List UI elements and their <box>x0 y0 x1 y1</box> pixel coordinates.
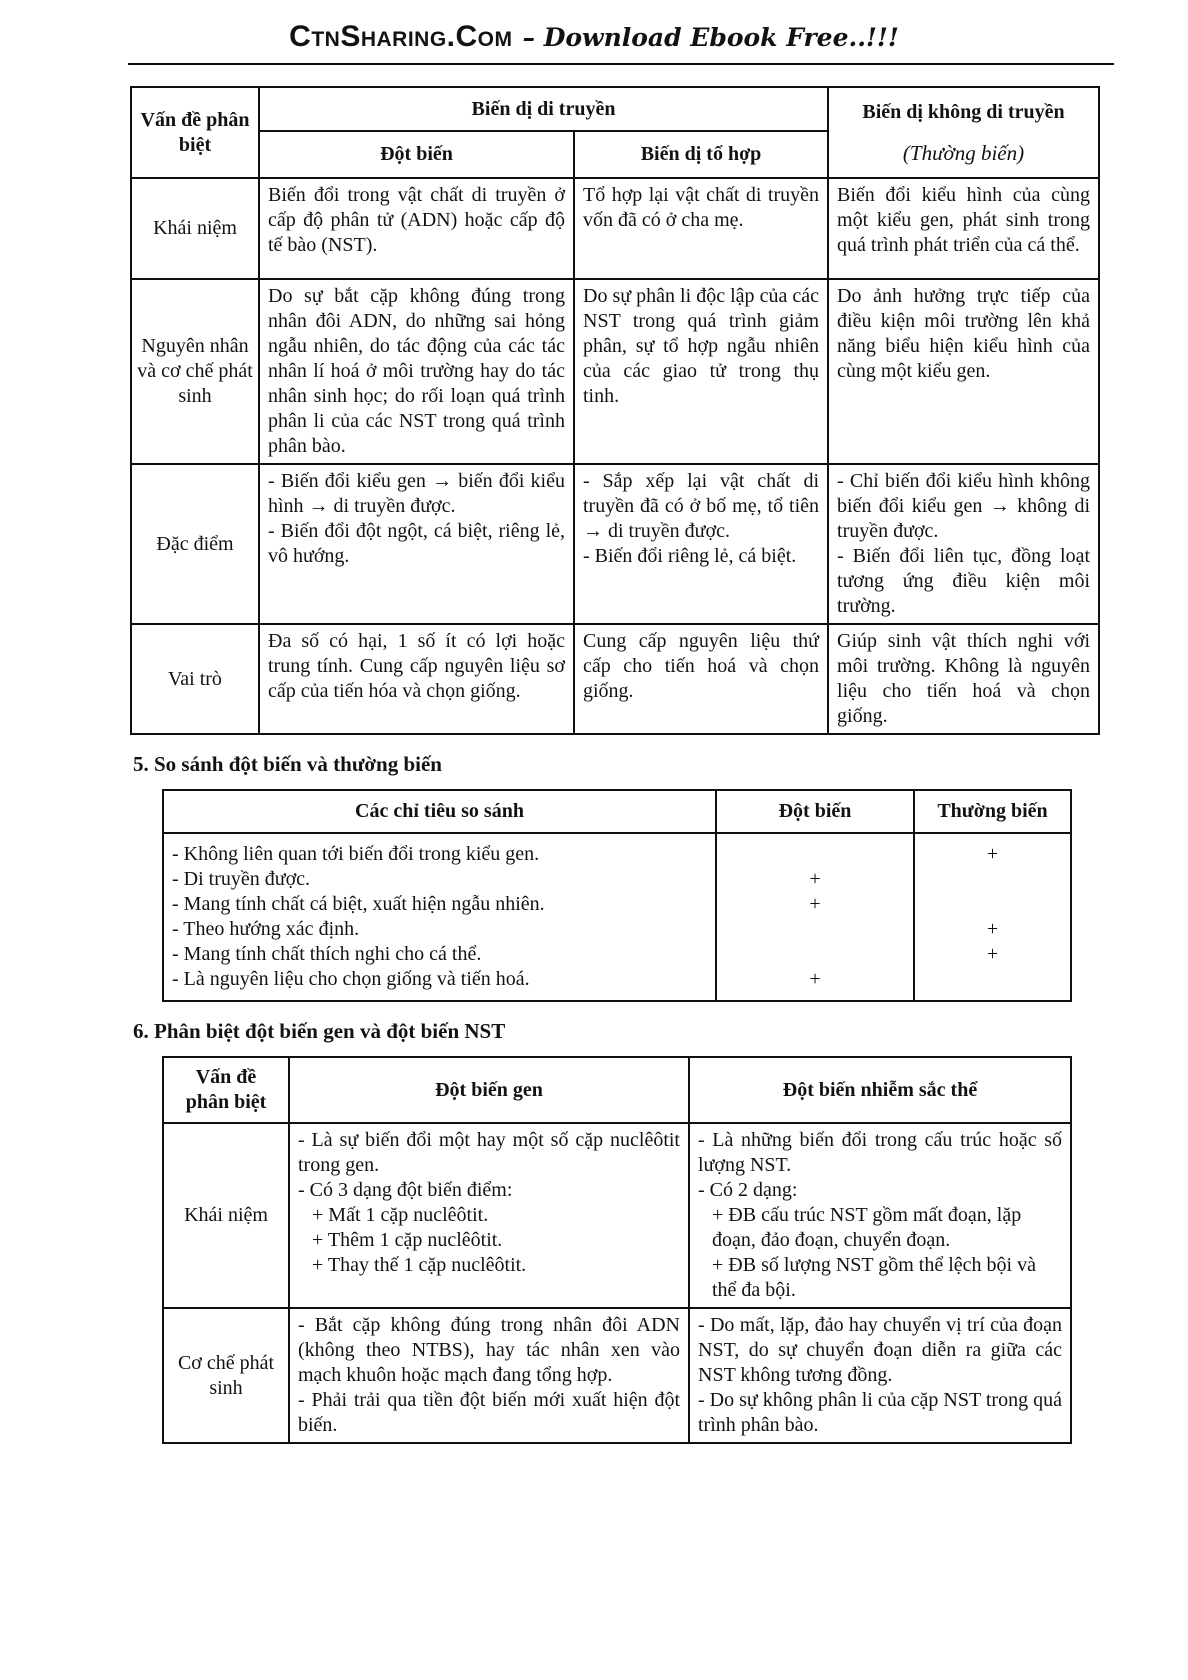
corner-header-cell: Vấn đề phân biệt <box>163 1057 289 1123</box>
mutation-mark-cell <box>716 833 914 867</box>
subheader-mutation-cell: Đột biến <box>259 131 574 178</box>
row-label-cell: Vai trò <box>131 624 259 734</box>
criterion-cell: - Không liên quan tới biến đổi trong kiểu gen. <box>163 833 716 867</box>
row-label-cell: Cơ chế phát sinh <box>163 1308 289 1443</box>
table-cell: - Bắt cặp không đúng trong nhân đôi ADN (không theo NTBS), hay tác nhân xen vào mạch khuôn hoặc mạch đang tổng hợp. - Phải trải qua tiền đột biến mới xuất hiện đột biến. <box>289 1308 689 1443</box>
table-row <box>163 917 1071 942</box>
table-header-row <box>163 790 1071 833</box>
table-cell: Do sự bắt cặp không đúng trong nhân đôi ADN, do những sai hỏng ngẫu nhiên, do tác động của các tác nhân lí hoá ở môi trường hay do tác nhân sinh học; do rối loạn quá trình phân li của các NST trong quá trình phân bào. <box>259 279 574 464</box>
table-row <box>163 1123 1071 1308</box>
modification-mark-cell <box>914 892 1071 917</box>
table-cell: Do ảnh hưởng trực tiếp của điều kiện môi trường lên khả năng biểu hiện kiểu hình của cùng một kiểu gen. <box>828 279 1099 464</box>
table-cell: Giúp sinh vật thích nghi với môi trường. Không là nguyên liệu cho tiến hoá và chọn giống. <box>828 624 1099 734</box>
row-label-cell: Đặc điểm <box>131 464 259 624</box>
section5-heading: 5. So sánh đột biến và thường biến <box>133 752 442 776</box>
mutation-vs-modification-table <box>162 789 1072 1002</box>
page-header <box>0 0 1188 54</box>
modification-mark-cell <box>914 967 1071 1001</box>
modification-mark-cell: + <box>914 833 1071 867</box>
gene-mutation-header-cell: Đột biến gen <box>289 1057 689 1123</box>
table-header-row <box>131 87 1099 131</box>
table-cell: - Chỉ biến đổi kiểu hình không biến đổi kiểu gen → không di truyền được. - Biến đổi liên tục, đồng loạt tương ứng điều kiện môi trường. <box>828 464 1099 624</box>
modification-header-cell: Thường biến <box>914 790 1071 833</box>
row-label-cell: Khái niệm <box>163 1123 289 1308</box>
table-row <box>163 967 1071 1001</box>
table-row <box>163 1308 1071 1443</box>
header-divider <box>128 63 1114 65</box>
mutation-header-cell: Đột biến <box>716 790 914 833</box>
site-tagline: – Download Ebook Free..!!! <box>522 23 899 52</box>
row-label-cell: Nguyên nhân và cơ chế phát sinh <box>131 279 259 464</box>
criterion-cell: - Là nguyên liệu cho chọn giống và tiến hoá. <box>163 967 716 1001</box>
non-heritable-title: Biến dị không di truyền <box>862 100 1065 123</box>
criterion-cell: - Theo hướng xác định. <box>163 917 716 942</box>
group-header-cell: Biến dị di truyền <box>259 87 828 131</box>
mutation-mark-cell <box>716 942 914 967</box>
modification-mark-cell: + <box>914 917 1071 942</box>
corner-header-cell: Vấn đề phân biệt <box>131 87 259 178</box>
table-row <box>163 867 1071 892</box>
table-row <box>131 178 1099 279</box>
table-row <box>163 833 1071 867</box>
table-cell: Biến đổi kiểu hình của cùng một kiểu gen, phát sinh trong quá trình phát triển của cá thể. <box>828 178 1099 279</box>
criterion-cell: - Mang tính chất cá biệt, xuất hiện ngẫu nhiên. <box>163 892 716 917</box>
chromosome-mutation-header-cell: Đột biến nhiễm sắc thể <box>689 1057 1071 1123</box>
table-cell: Tổ hợp lại vật chất di truyền vốn đã có ở cha mẹ. <box>574 178 828 279</box>
table-cell: - Biến đổi kiểu gen → biến đổi kiểu hình → di truyền được. - Biến đổi đột ngột, cá biệt, riêng lẻ, vô hướng. <box>259 464 574 624</box>
subheader-combination-cell: Biến dị tổ hợp <box>574 131 828 178</box>
table-row <box>131 279 1099 464</box>
mutation-mark-cell: + <box>716 867 914 892</box>
table-cell: Do sự phân li độc lập của các NST trong quá trình giảm phân, sự tổ hợp ngẫu nhiên của các giao tử trong thụ tinh. <box>574 279 828 464</box>
table-cell: - Sắp xếp lại vật chất di truyền đã có ở bố mẹ, tổ tiên → di truyền được. - Biến đổi riêng lẻ, cá biệt. <box>574 464 828 624</box>
mutation-mark-cell: + <box>716 892 914 917</box>
modification-mark-cell <box>914 867 1071 892</box>
section6-heading: 6. Phân biệt đột biến gen và đột biến NST <box>133 1019 506 1043</box>
table-cell: Đa số có hại, 1 số ít có lợi hoặc trung tính. Cung cấp nguyên liệu sơ cấp của tiến hóa và chọn giống. <box>259 624 574 734</box>
table-cell: - Là những biến đổi trong cấu trúc hoặc số lượng NST. - Có 2 dạng: + ĐB cấu trúc NST gồm mất đoạn, lặp đoạn, đảo đoạn, chuyển đoạn. + ĐB số lượng NST gồm thể lệch bội và thể đa bội. <box>689 1123 1071 1308</box>
table-row <box>131 464 1099 624</box>
table-row <box>163 942 1071 967</box>
table-cell: - Do mất, lặp, đảo hay chuyển vị trí của đoạn NST, do sự chuyển đoạn diễn ra giữa các NST không tương đồng. - Do sự không phân li của cặp NST trong quá trình phân bào. <box>689 1308 1071 1443</box>
table-row <box>163 892 1071 917</box>
criteria-header-cell: Các chỉ tiêu so sánh <box>163 790 716 833</box>
table-cell: - Là sự biến đổi một hay một số cặp nuclêôtit trong gen. - Có 3 dạng đột biến điểm: + Mất 1 cặp nuclêôtit. + Thêm 1 cặp nuclêôtit. + Thay thế 1 cặp nuclêôtit. <box>289 1123 689 1308</box>
variation-comparison-table <box>130 86 1100 735</box>
mutation-mark-cell: + <box>716 967 914 1001</box>
gene-vs-chromosome-mutation-table <box>162 1056 1072 1444</box>
non-heritable-subtitle: (Thường biến) <box>902 140 1025 165</box>
table-header-row <box>163 1057 1071 1123</box>
row-label-cell: Khái niệm <box>131 178 259 279</box>
mutation-mark-cell <box>716 917 914 942</box>
table-cell: Biến đổi trong vật chất di truyền ở cấp độ phân tử (ADN) hoặc cấp độ tế bào (NST). <box>259 178 574 279</box>
table-cell: Cung cấp nguyên liệu thứ cấp cho tiến hoá và chọn giống. <box>574 624 828 734</box>
criterion-cell: - Di truyền được. <box>163 867 716 892</box>
site-logo: CtnSharing.Com <box>289 20 513 53</box>
criterion-cell: - Mang tính chất thích nghi cho cá thể. <box>163 942 716 967</box>
modification-mark-cell: + <box>914 942 1071 967</box>
table-row <box>131 624 1099 734</box>
non-heritable-header-cell <box>828 87 1099 178</box>
